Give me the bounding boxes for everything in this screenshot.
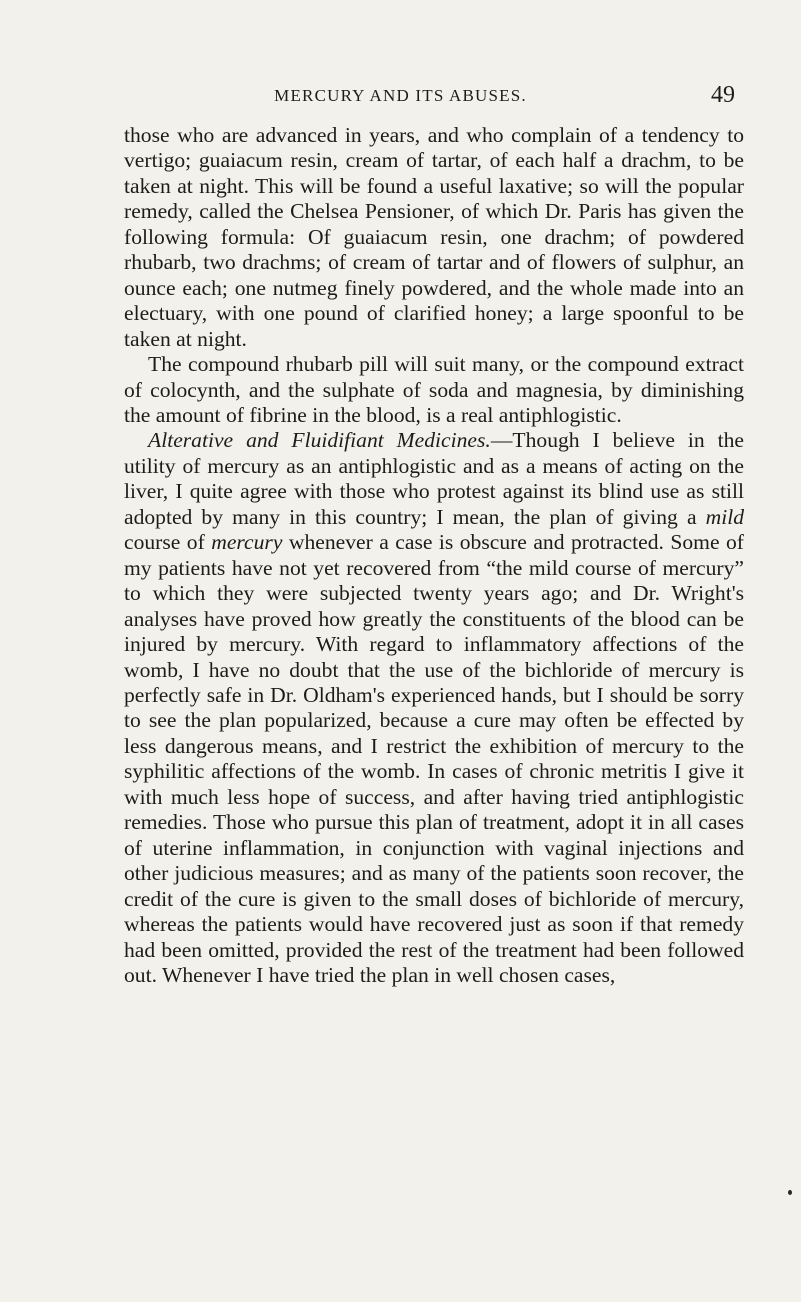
text-segment: course of [124, 530, 212, 555]
body-text [124, 123, 744, 988]
emphasis-mercury: mercury [211, 530, 283, 555]
paragraph-rhubarb: The compound rhubarb pill will suit many, or the compound extract of colocynth, and the sulphate of soda and magnesia, by diminishing the amount of fibrine in the blood, is a real antiphlogistic. [124, 352, 744, 427]
paragraph-alterative [124, 428, 744, 988]
ink-speck [788, 1190, 792, 1195]
paragraph-continued: those who are advanced in years, and who complain of a tendency to vertigo; guaiacum resin, cream of tartar, of each half a drachm, to be taken at night. This will be found a useful laxative; so will the popular remedy, called the Chelsea Pensioner, of which Dr. Paris has given the following formula: Of guaiacum resin, one drachm; of powdered rhubarb, two drachms; of cream of tartar and of flowers of sulphur, an ounce each; one nutmeg finely powdered, and the whole made into an electuary, with one pound of clarified honey; a large spoonful to be taken at night. [124, 123, 744, 351]
emphasis-mild: mild [705, 504, 744, 529]
page-number: 49 [711, 82, 735, 108]
text-segment: whenever a case is obscure and protracted. Some of my patients have not yet recovered from “the mild course of mercury” to which they were subjected twenty years ago; and Dr. Wright's analyses have proved how greatly the constituents of the blood can be injured by mercury. With regard to inflammatory affections of the womb, I have no doubt that the use of the bichloride of mercury is perfectly safe in Dr. Oldham's experienced hands, but I should be sorry to see the plan popularized, because a cure may often be effected by less dangerous means, and I restrict the exhibition of mercury to the syphilitic affections of the womb. In cases of chronic metritis I give it with much less hope of success, and after having tried antiphlogistic remedies. Those who pursue this plan of treatment, adopt it in all cases of uterine inflammation, in conjunction with vaginal injections and other judicious measures; and as many of the patients soon recover, the credit of the cure is given to the small doses of bichloride of mercury, whereas the patients would have recovered just as soon if that remedy had been omitted, provided the rest of the treatment had been followed out. Whenever I have tried the plan in well chosen cases, [124, 530, 744, 987]
running-head [0, 82, 801, 112]
section-heading: Alterative and Fluidifiant Medicines. [148, 428, 491, 453]
text-segment: —Though I believe in the utility of mercury as an antiphlogistic and as a means of acting on the liver, I quite agree with those who protest against its blind use as still adopted by many in this country; I mean, the plan of giving a [124, 428, 744, 529]
running-title: MERCURY AND ITS ABUSES. [274, 86, 527, 105]
